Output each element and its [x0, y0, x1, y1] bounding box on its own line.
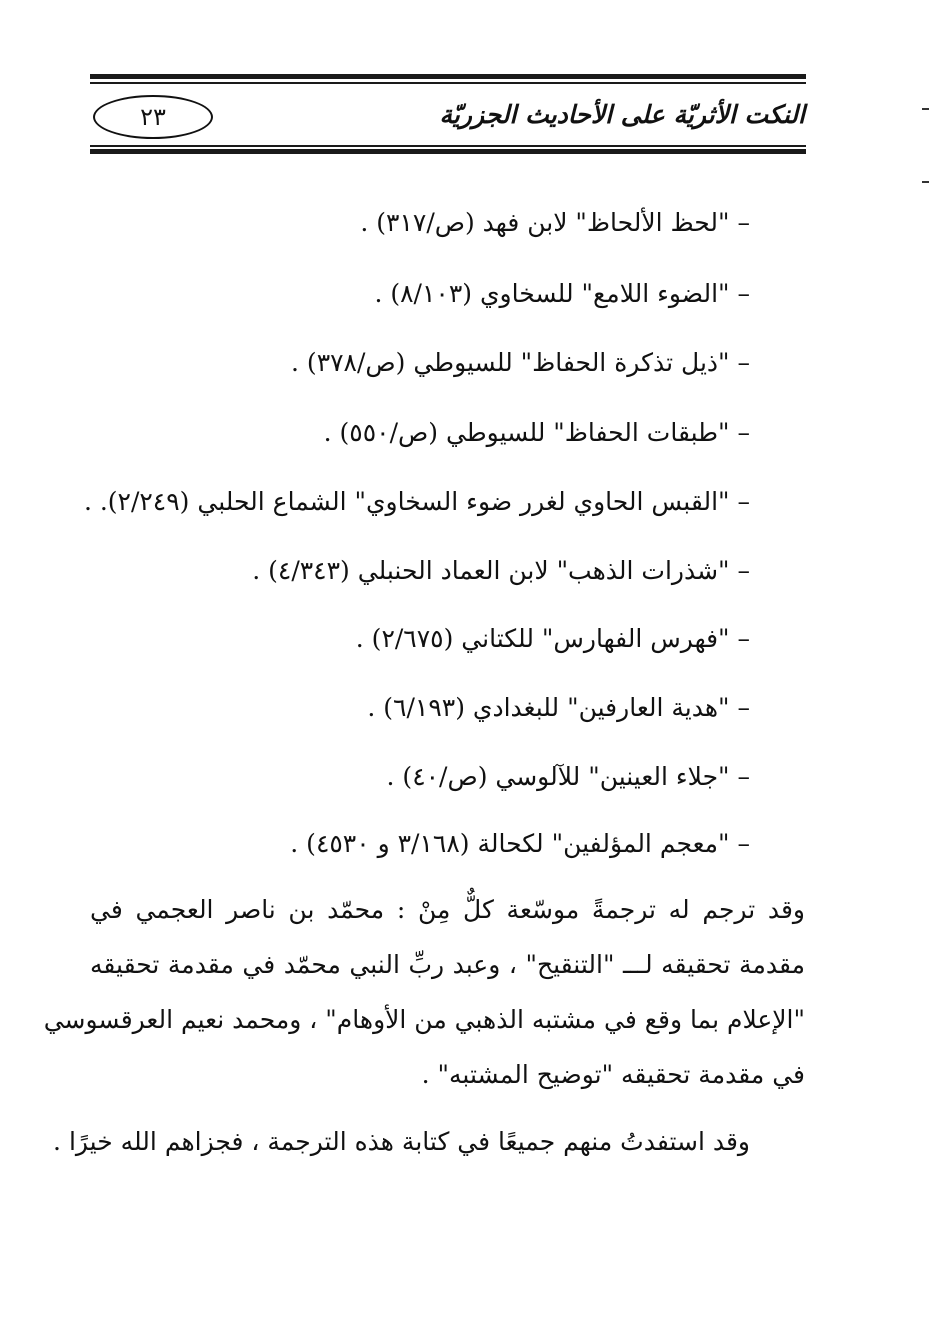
- edge-mark: [922, 181, 929, 183]
- reference-item: – "طبقات الحفاظ" للسيوطي (ص/٥٥٠) .: [323, 418, 750, 447]
- reference-item: – "لحظ الألحاظ" لابن فهد (ص/٣١٧) .: [360, 208, 750, 237]
- reference-item: – "شذرات الذهب" لابن العماد الحنبلي (٤/٣٤٣) .: [252, 556, 750, 585]
- header-rule-top-thick: [90, 74, 806, 79]
- reference-item: – "القبس الحاوي لغرر ضوء السخاوي" الشماع الحلبي (٢/٢٤٩). .: [83, 487, 750, 516]
- header-rule-top-thin: [90, 82, 806, 84]
- paragraph-line: مقدمة تحقيقه لـــ "التنقيح" ، وعبد ربِّ النبي محمّد في مقدمة تحقيقه: [90, 950, 805, 979]
- paragraph-line: وقد ترجم له ترجمةً موسّعة كلٌّ مِنْ : محمّد بن ناصر العجمي في: [90, 895, 805, 924]
- reference-item: – "فهرس الفهارس" للكتاني (٢/٦٧٥) .: [355, 624, 750, 653]
- header-rule-bottom-thin: [90, 145, 806, 147]
- edge-mark: [922, 108, 929, 110]
- reference-item: – "ذيل تذكرة الحفاظ" للسيوطي (ص/٣٧٨) .: [291, 348, 750, 377]
- running-title: النكت الأثريّة على الأحاديث الجزريّة: [439, 100, 805, 129]
- header-rule-bottom-thick: [90, 149, 806, 154]
- paragraph-line: في مقدمة تحقيقه "توضيح المشتبه" .: [421, 1060, 805, 1089]
- reference-item: – "جلاء العينين" للآلوسي (ص/٤٠) .: [386, 762, 750, 791]
- paragraph-line: "الإعلام بما وقع في مشتبه الذهبي من الأوهام" ، ومحمد نعيم العرقسوسي: [43, 1005, 805, 1034]
- closing-paragraph: وقد استفدتُ منهم جميعًا في كتابة هذه الترجمة ، فجزاهم الله خيرًا .: [53, 1127, 750, 1156]
- reference-item: – "الضوء اللامع" للسخاوي (٨/١٠٣) .: [374, 279, 750, 308]
- reference-item: – "معجم المؤلفين" لكحالة (٣/١٦٨ و ٤٥٣٠) .: [290, 829, 750, 858]
- page-number: ٢٣: [93, 95, 213, 139]
- reference-item: – "هدية العارفين" للبغدادي (٦/١٩٣) .: [367, 693, 750, 722]
